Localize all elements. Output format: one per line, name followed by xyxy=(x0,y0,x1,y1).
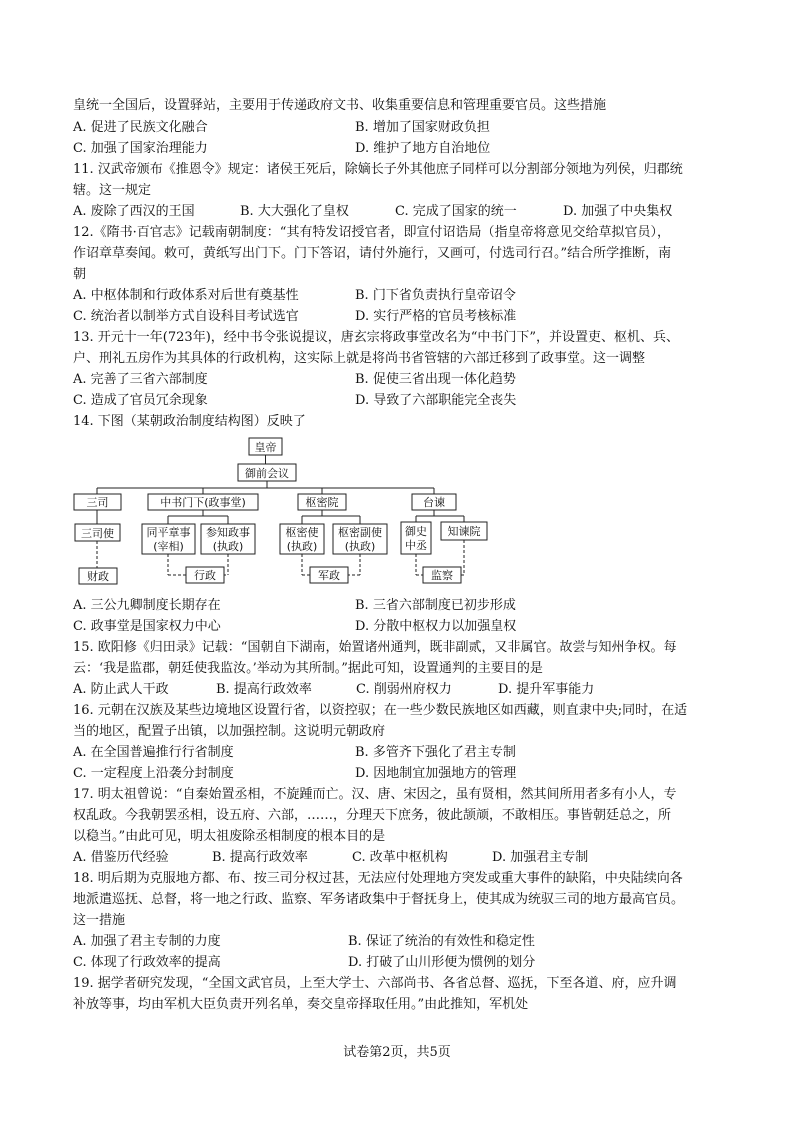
council-label: 御前会议 xyxy=(245,467,289,480)
q12-stem-line-1: 12.《隋书·百官志》记载南朝制度：“其有特发诏授官者，即宣付诏诰局（指皇帝将意见交给草拟官员）， xyxy=(73,225,670,240)
q10-option-c: C. 加强了国家治理能力 xyxy=(73,141,208,156)
q17-stem-line-2: 权乱政。今我朝罢丞相，设五府、六部，……，分理天下庶务，彼此颉颃，不敢相压。事皆朝廷总之，所 xyxy=(73,808,672,823)
q11-option-a: A. 废除了西汉的王国 xyxy=(73,204,195,219)
q12-option-a: A. 中枢体制和行政体系对后世有奠基性 xyxy=(73,288,299,303)
zs-chief-label-2: (宰相) xyxy=(153,540,184,553)
q11-stem-line-1: 11. 汉武帝颁布《推恩令》规定：诸侯王死后，除嫡长子外其他庶子同样可以分割部分领地为列侯，归郡统 xyxy=(73,162,683,177)
q14-option-a: A. 三公九卿制度长期存在 xyxy=(73,598,221,613)
q16-stem-line-1: 16. 元朝在汉族及某些边境地区设置行省，以资控驭；在一些少数民族地区如西藏，则直隶中央;同时，在适 xyxy=(73,703,688,718)
q11-option-b: B. 大大强化了皇权 xyxy=(240,204,349,219)
zs-deputy-label-2: (执政) xyxy=(212,540,244,553)
branch-taijian-label: 台谏 xyxy=(423,496,445,509)
q16-stem-line-2: 当的地区，配置子出镇，以加强控制。这说明元朝政府 xyxy=(73,724,386,739)
branch-zhongshu-label: 中书门下(政事堂) xyxy=(160,496,246,509)
q12-stem-line-2: 作诏章草奏闻。敕可，黄纸写出门下。门下答诏，请付外施行，又画可，付选司行召。”结合所学推断，南 xyxy=(73,246,672,261)
q17-stem-line-1: 17. 明太祖曾说：“自秦始置丞相，不旋踵而亡。汉、唐、宋因之，虽有贤相，然其间所用者多有小人，专 xyxy=(73,787,677,802)
q17-option-b: B. 提高行政效率 xyxy=(212,850,308,865)
q18-option-a: A. 加强了君主专制的力度 xyxy=(73,934,221,949)
page-footer: 试卷第2页，共5页 xyxy=(343,1045,451,1060)
branch-sansi-label: 三司 xyxy=(86,496,109,509)
q10-option-a: A. 促进了民族文化融合 xyxy=(73,120,208,135)
q16-option-d: D. 因地制宜加强地方的管理 xyxy=(355,766,517,781)
q12-stem-line-3: 朝 xyxy=(73,267,87,282)
q18-option-d: D. 打破了山川形便为惯例的划分 xyxy=(348,955,536,970)
function-supervision-label: 监察 xyxy=(431,569,453,582)
sansi-head-label: 三司使 xyxy=(81,527,114,540)
q15-option-d: D. 提升军事能力 xyxy=(498,682,595,697)
q15-stem-line-1: 15. 欧阳修《归田录》记载：“国朝自下湖南，始置诸州通判，既非副贰，又非属官。故尝与知州争权。每 xyxy=(73,640,677,655)
q14-option-c: C. 政事堂是国家权力中心 xyxy=(73,619,221,634)
q14-option-d: D. 分散中枢权力以加强皇权 xyxy=(355,619,517,634)
q14-stem: 14. 下图（某朝政治制度结构图）反映了 xyxy=(73,414,306,429)
branch-shumiyuan-label: 枢密院 xyxy=(305,496,339,509)
q17-option-a: A. 借鉴历代经验 xyxy=(73,850,169,865)
q12-option-c: C. 统治者以制举方式自设科目考试选官 xyxy=(73,309,299,324)
question-10-stem: 皇统一全国后，设置驿站，主要用于传递政府文书、收集重要信息和管理重要官员。这些措施 xyxy=(73,98,607,113)
q18-stem-line-2: 地派遣巡抚、总督，将一地之行政、监察、军务诸政集中于督抚身上，使其成为统驭三司的地方最高官员。 xyxy=(73,892,685,907)
emperor-label: 皇帝 xyxy=(254,441,277,454)
q11-stem-line-2: 辖。这一规定 xyxy=(73,183,152,198)
q15-option-b: B. 提高行政效率 xyxy=(216,682,312,697)
q11-option-c: C. 完成了国家的统一 xyxy=(395,204,517,219)
q13-stem-line-1: 13. 开元十一年(723年)，经中书令张说提议，唐玄宗将政事堂改名为“中书门下”，并设置吏、枢机、兵、 xyxy=(73,330,680,345)
q12-option-d: D. 实行严格的官员考核标准 xyxy=(355,309,517,324)
function-finance-label: 财政 xyxy=(87,570,109,583)
q19-stem-line-2: 补放等事，均由军机大臣负责开列名单，奏交皇帝择取任用。”由此推知，军机处 xyxy=(73,997,529,1012)
smy-deputy-label-1: 枢密副使 xyxy=(338,526,382,539)
q15-stem-line-2: 云：‘我是监郡，朝廷使我监汝。’举动为其所制。”据此可知，设置通判的主要目的是 xyxy=(73,661,543,676)
q13-option-d: D. 导致了六部职能完全丧失 xyxy=(355,393,517,408)
function-military-label: 军政 xyxy=(318,569,340,582)
q18-option-b: B. 保证了统治的有效性和稳定性 xyxy=(348,934,535,949)
tj-chief-label-2: 中丞 xyxy=(405,539,427,552)
q16-option-a: A. 在全国普遍推行行省制度 xyxy=(73,745,234,760)
smy-chief-label-2: (执政) xyxy=(286,540,318,553)
q13-stem-line-2: 户、刑礼五房作为其具体的行政机构，这实际上就是将尚书省管辖的六部迁移到了政事堂。这一调整 xyxy=(73,351,646,366)
q16-option-c: C. 一定程度上沿袭分封制度 xyxy=(73,766,234,781)
q13-option-b: B. 促使三省出现一体化趋势 xyxy=(355,372,516,387)
q18-stem-line-3: 这一措施 xyxy=(73,913,126,928)
q17-option-d: D. 加强君主专制 xyxy=(492,850,589,865)
q13-option-c: C. 造成了官员冗余现象 xyxy=(73,393,208,408)
function-admin-label: 行政 xyxy=(194,569,216,582)
q13-option-a: A. 完善了三省六部制度 xyxy=(73,372,208,387)
tj-chief-label-1: 御史 xyxy=(405,525,427,538)
q18-option-c: C. 体现了行政效率的提高 xyxy=(73,955,221,970)
q19-stem-line-1: 19. 据学者研究发现，“全国文武官员，上至大学士、六部尚书、各省总督、巡抚，下至各道、府，应升调 xyxy=(73,976,677,991)
q12-option-b: B. 门下省负责执行皇帝诏令 xyxy=(355,288,516,303)
q11-option-d: D. 加强了中央集权 xyxy=(563,204,673,219)
q16-option-b: B. 多管齐下强化了君主专制 xyxy=(355,745,516,760)
q15-option-a: A. 防止武人干政 xyxy=(73,682,169,697)
q14-option-b: B. 三省六部制度已初步形成 xyxy=(355,598,516,613)
q18-stem-line-1: 18. 明后期为克服地方都、布、按三司分权过甚，无法应付处理地方突发或重大事件的缺陷，中央陆续向各 xyxy=(73,871,683,886)
q10-option-b: B. 增加了国家财政负担 xyxy=(355,120,490,135)
zs-deputy-label-1: 参知政事 xyxy=(206,526,250,539)
tj-deputy-label: 知谏院 xyxy=(447,525,481,538)
q10-option-d: D. 维护了地方自治地位 xyxy=(355,141,491,156)
q17-option-c: C. 改革中枢机构 xyxy=(352,850,448,865)
smy-chief-label-1: 枢密使 xyxy=(285,526,319,539)
q15-option-c: C. 削弱州府权力 xyxy=(356,682,452,697)
q17-stem-line-3: 以稳当。”由此可见，明太祖废除丞相制度的根本目的是 xyxy=(73,829,386,844)
smy-deputy-label-2: (执政) xyxy=(344,540,376,553)
zs-chief-label-1: 同平章事 xyxy=(146,526,191,539)
